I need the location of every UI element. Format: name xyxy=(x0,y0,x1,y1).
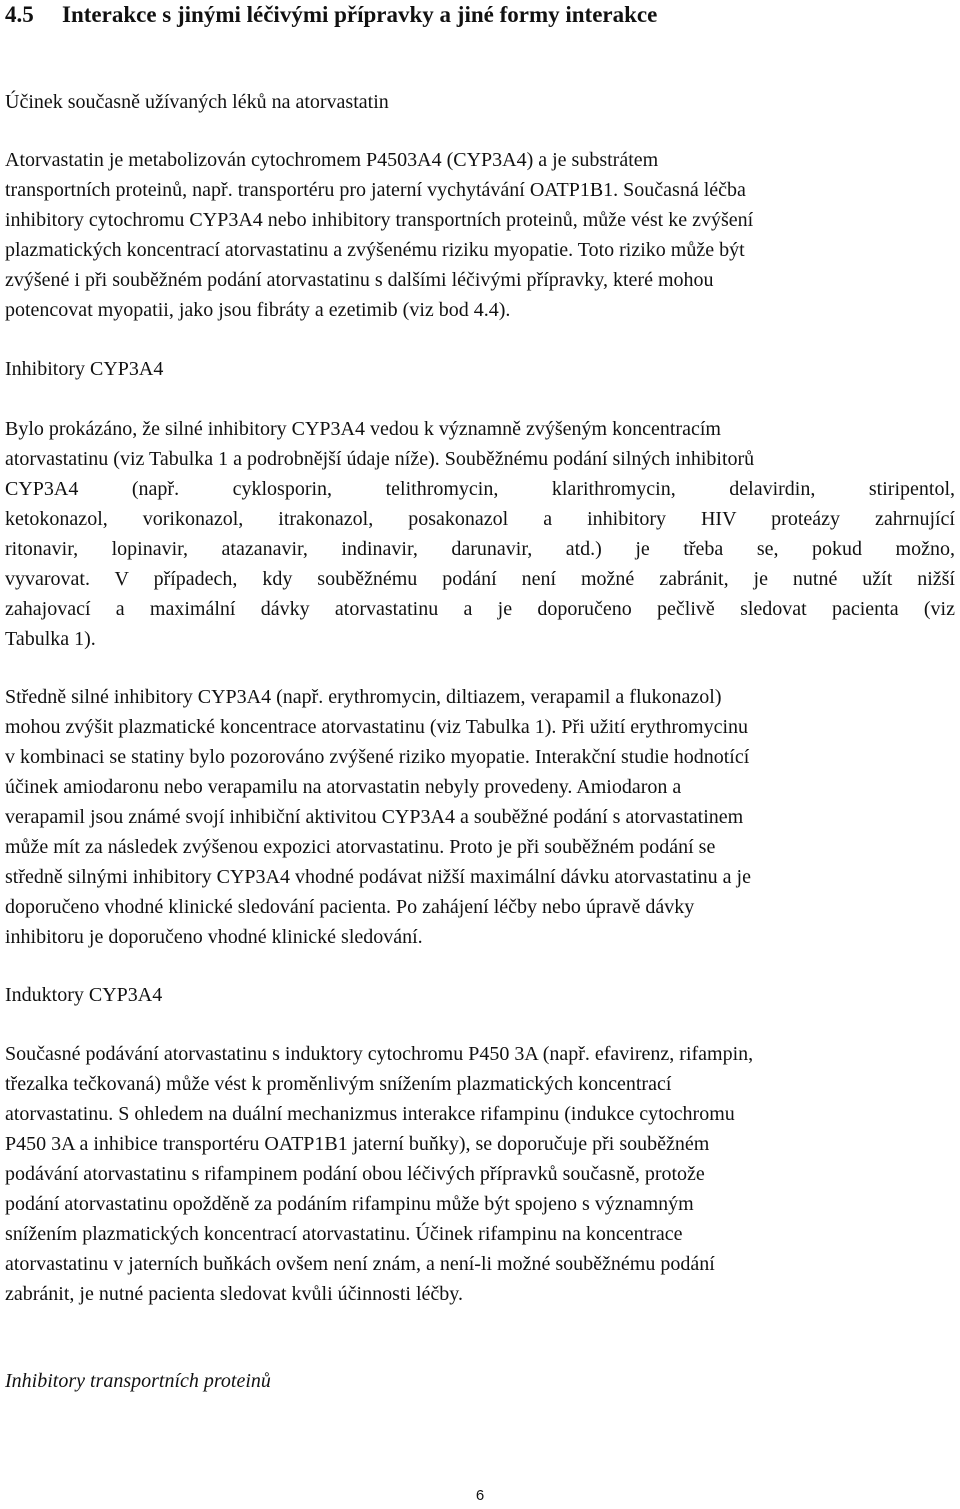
paragraph-strong-inhibitors xyxy=(5,414,955,654)
subsection-title: Inhibitory CYP3A4 xyxy=(5,358,164,380)
text-line: Tabulka 1). xyxy=(5,628,96,650)
section-number: 4.5 xyxy=(5,2,34,27)
section-heading xyxy=(5,0,955,30)
subsection-title: Induktory CYP3A4 xyxy=(5,984,163,1006)
text-line: CYP3A4 (např. cyklosporin, telithromycin, klarithromycin, delavirdin, stiripentol, xyxy=(5,478,955,500)
text-line: doporučeno vhodné klinické sledování pacienta. Po zahájení léčby nebo úpravě dávky xyxy=(5,896,695,918)
text-line: Atorvastatin je metabolizován cytochromem P4503A4 (CYP3A4) a je substrátem xyxy=(5,149,659,171)
text-line: atorvastatinu v jaterních buňkách ovšem není znám, a není-li možné souběžnému podání xyxy=(5,1253,715,1275)
text-line: zvýšené i při souběžném podání atorvastatinu s dalšími léčivými přípravky, které mohou xyxy=(5,269,714,291)
text-line: Bylo prokázáno, že silné inhibitory CYP3A4 vedou k významně zvýšeným koncentracím xyxy=(5,418,721,440)
text-line: podání atorvastatinu opožděně za podáním rifampinu může být spojeno s významným xyxy=(5,1193,694,1215)
text-line: účinek amiodaronu nebo verapamilu na atorvastatin nebyly provedeny. Amiodaron a xyxy=(5,776,682,798)
subsection-title-inhibitors xyxy=(5,354,955,384)
subsection-title-inducers xyxy=(5,980,955,1010)
text-line: mohou zvýšit plazmatické koncentrace atorvastatinu (viz Tabulka 1). Při užití erythromycinu xyxy=(5,716,748,738)
text-line: atorvastatinu (viz Tabulka 1 a podrobnější údaje níže). Souběžnému podání silných inhibitorů xyxy=(5,448,755,470)
text-line: plazmatických koncentrací atorvastatinu a zvýšenému riziku myopatie. Toto riziko může být xyxy=(5,239,745,261)
text-line: atorvastatinu. S ohledem na duální mechanizmus interakce rifampinu (indukce cytochromu xyxy=(5,1103,735,1125)
text-line: vyvarovat. V případech, kdy souběžnému podání není možné zabránit, je nutné užít nižší xyxy=(5,568,955,590)
subsection-title-transport xyxy=(5,1366,955,1396)
text-line: v kombinaci se statiny bylo pozorováno zvýšené riziko myopatie. Interakční studie hodnotící xyxy=(5,746,750,768)
paragraph-inducers xyxy=(5,1039,955,1309)
text-line: zabránit, je nutné pacienta sledovat kvůli účinnosti léčby. xyxy=(5,1283,463,1305)
text-line: podávání atorvastatinu s rifampinem podání obou léčivých přípravků současně, protože xyxy=(5,1163,705,1185)
paragraph-moderate-inhibitors xyxy=(5,682,955,952)
subsection-title: Inhibitory transportních proteinů xyxy=(5,1370,271,1392)
text-line: verapamil jsou známé svojí inhibiční aktivitou CYP3A4 a souběžné podání s atorvastatinem xyxy=(5,806,744,828)
text-line: potencovat myopatii, jako jsou fibráty a ezetimib (viz bod 4.4). xyxy=(5,299,511,321)
section-title: Interakce s jinými léčivými přípravky a jiné formy interakce xyxy=(62,2,658,27)
page-number: 6 xyxy=(475,1487,485,1504)
subsection-title: Účinek současně užívaných léků na atorvastatin xyxy=(5,91,389,113)
text-line: ritonavir, lopinavir, atazanavir, indinavir, darunavir, atd.) je třeba se, pokud možno, xyxy=(5,538,955,560)
subsection-title-effect xyxy=(5,87,955,117)
text-line: třezalka tečkovaná) může vést k proměnlivým snížením plazmatických koncentrací xyxy=(5,1073,672,1095)
text-line: zahajovací a maximální dávky atorvastatinu a je doporučeno pečlivě sledovat pacienta (viz xyxy=(5,598,955,620)
text-line: Současné podávání atorvastatinu s induktory cytochromu P450 3A (např. efavirenz, rifampin, xyxy=(5,1043,754,1065)
text-line: inhibitory cytochromu CYP3A4 nebo inhibitory transportních proteinů, může vést ke zvýšení xyxy=(5,209,754,231)
text-line: inhibitoru je doporučeno vhodné klinické sledování. xyxy=(5,926,423,948)
text-line: může mít za následek zvýšenou expozici atorvastatinu. Proto je při souběžném podání se xyxy=(5,836,716,858)
text-line: ketokonazol, vorikonazol, itrakonazol, posakonazol a inhibitory HIV proteázy zahrnující xyxy=(5,508,955,530)
text-line: středně silnými inhibitory CYP3A4 vhodné podávat nižší maximální dávku atorvastatinu a je xyxy=(5,866,751,888)
paragraph-metabolism xyxy=(5,145,955,325)
text-line: P450 3A a inhibice transportéru OATP1B1 jaterní buňky), se doporučuje při souběžném xyxy=(5,1133,710,1155)
text-line: Středně silné inhibitory CYP3A4 (např. erythromycin, diltiazem, verapamil a flukonazol) xyxy=(5,686,722,708)
text-line: transportních proteinů, např. transportéru pro jaterní vychytávání OATP1B1. Současná léčba xyxy=(5,179,746,201)
text-line: snížením plazmatických koncentrací atorvastatinu. Účinek rifampinu na koncentrace xyxy=(5,1223,683,1245)
